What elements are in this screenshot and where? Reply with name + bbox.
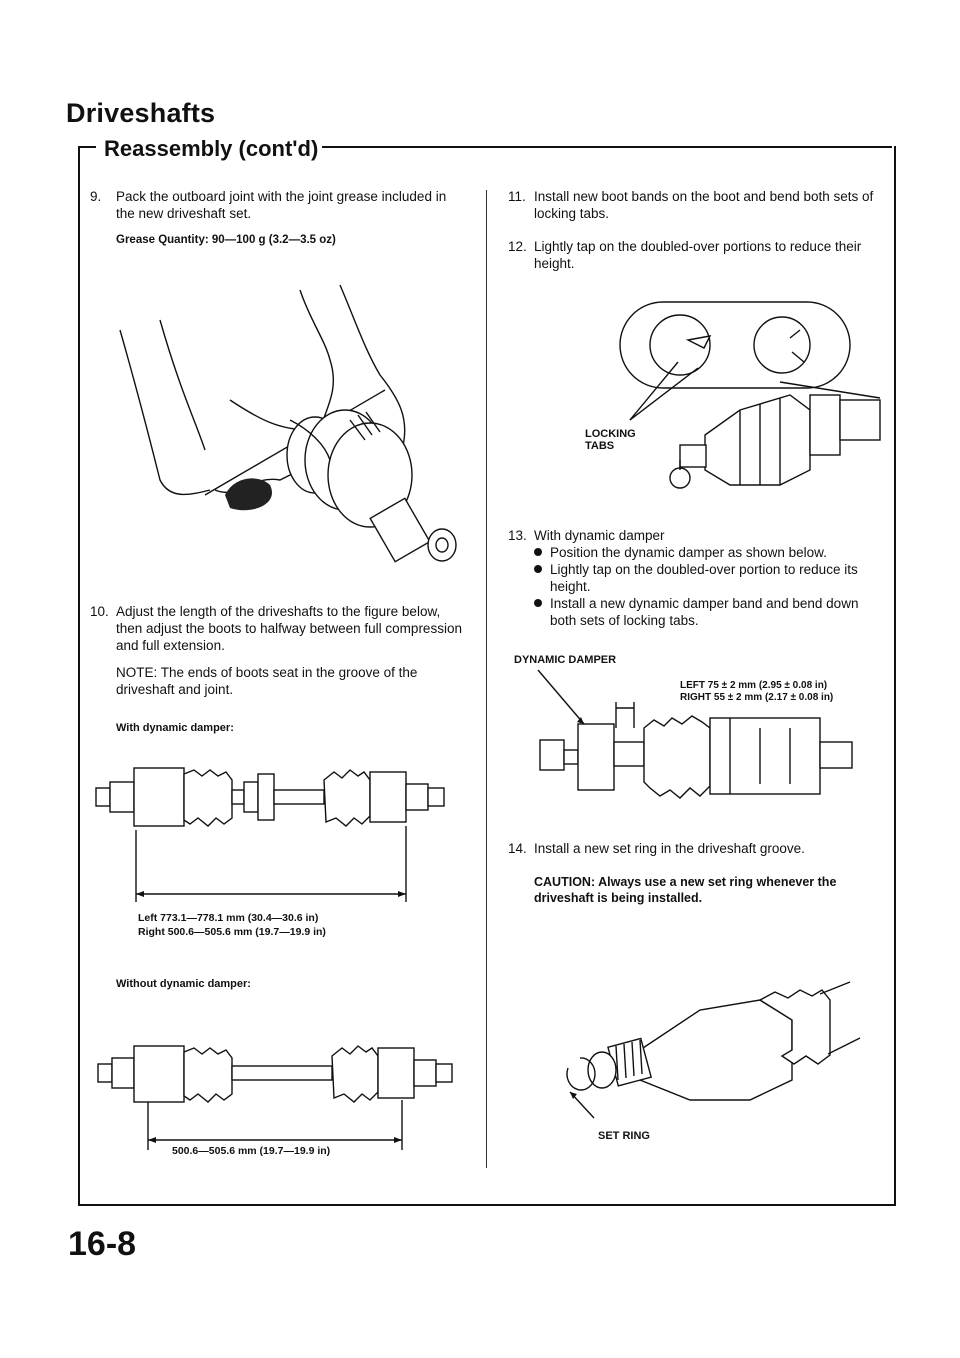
dynamic-damper-label: DYNAMIC DAMPER [514,654,617,666]
step-number: 14. [508,841,527,856]
step-14 [508,840,880,857]
step-13 [508,527,880,544]
step-number: 11. [508,189,526,204]
damper-right-spec: RIGHT 55 ± 2 mm (2.17 ± 0.08 in) [680,692,834,703]
driveshaft-with-damper-diagram [94,760,466,910]
damper-left-spec: LEFT 75 ± 2 mm (2.95 ± 0.08 in) [680,680,828,691]
step-number: 12. [508,239,527,254]
frame-top-left-rule [78,146,96,148]
step-text: Install new boot bands on the boot and bend both sets of locking tabs. [534,189,874,221]
driveshaft-without-damper-diagram [96,1040,468,1150]
bullet-item: Position the dynamic damper as shown below. [532,544,880,561]
step-10-note: NOTE: The ends of boots seat in the groove of the driveshaft and joint. [116,665,418,697]
section-subtitle: Reassembly (cont'd) [104,136,319,161]
step-12 [508,238,880,272]
length-spec: 500.6—505.6 mm (19.7—19.9 in) [172,1145,331,1157]
step-9 [90,188,462,222]
step-11 [508,188,880,222]
step-10 [90,603,462,654]
bullet-item: Lightly tap on the doubled-over portion to reduce its height. [532,561,880,595]
step-text: Adjust the length of the driveshafts to the figure below, then adjust the boots to halfway between full compression and full extension. [116,604,462,653]
page-number: 16-8 [68,1225,137,1263]
step-number: 13. [508,528,527,543]
step-text: Pack the outboard joint with the joint grease included in the new driveshaft set. [116,189,447,221]
bullet-item: Install a new dynamic damper band and bend down both sets of locking tabs. [532,595,880,629]
step-text: Install a new set ring in the driveshaft groove. [534,841,805,856]
grease-packing-illustration [110,280,460,580]
set-ring-label: SET RING [598,1130,650,1142]
left-length-spec: Left 773.1—778.1 mm (30.4—30.6 in) [138,912,319,924]
without-damper-caption: Without dynamic damper: [116,978,251,990]
caution-note: CAUTION: Always use a new set ring whenever the driveshaft is being installed. [534,875,837,905]
locking-tabs-label-line-1: LOCKING [585,428,636,440]
boot-band-illustration [560,300,880,500]
right-length-spec: Right 500.6—505.6 mm (19.7—19.9 in) [138,926,326,938]
step-text: With dynamic damper [534,528,665,543]
page-title: Driveshafts [66,98,216,128]
step-text: Lightly tap on the doubled-over portions to reduce their height. [534,239,862,271]
dynamic-damper-illustration [520,668,860,808]
step-number: 10. [90,604,109,619]
grease-quantity: Grease Quantity: 90—100 g (3.2—3.5 oz) [116,234,336,246]
locking-tabs-label-line-2: TABS [585,440,615,452]
column-divider [486,190,487,1168]
step-13-bullets [532,544,880,629]
step-number: 9. [90,189,102,204]
with-damper-caption: With dynamic damper: [116,722,234,734]
frame-top-right-rule [322,146,892,148]
set-ring-illustration [530,960,870,1140]
